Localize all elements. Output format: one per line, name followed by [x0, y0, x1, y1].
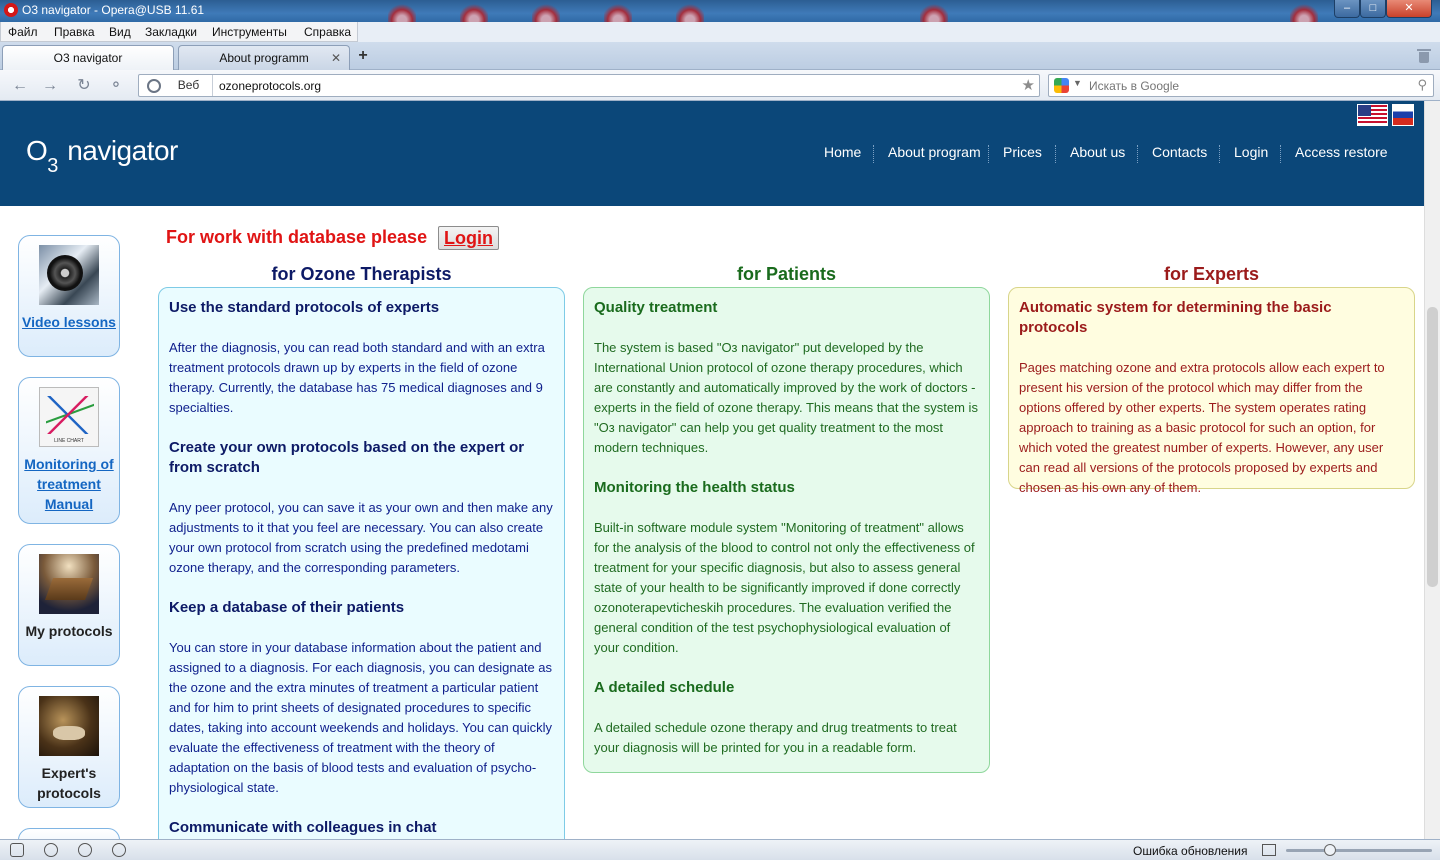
minimize-button[interactable]: – [1334, 0, 1360, 18]
status-text: Ошибка обновления [1133, 844, 1248, 858]
window-title: O3 navigator - Opera@USB 11.61 [22, 3, 205, 17]
chevron-down-icon[interactable]: ▼ [1073, 78, 1082, 88]
anatomy-lesson-icon[interactable] [39, 696, 99, 756]
search-field[interactable] [1048, 74, 1434, 97]
search-icon[interactable]: ⚲ [1417, 77, 1427, 92]
section-title: Monitoring the health status [594, 479, 795, 496]
back-button[interactable]: ← [12, 77, 28, 94]
heading-experts: for Experts [1163, 264, 1260, 284]
section-title: Automatic system for determining the basic protocols [1019, 299, 1332, 336]
nav-access-restore[interactable]: Access restore [1295, 144, 1388, 160]
menu-help[interactable]: Справка [304, 25, 352, 39]
menu-edit[interactable]: Правка [54, 25, 95, 39]
panel-experts [1008, 287, 1415, 495]
forward-button[interactable]: → [42, 77, 58, 94]
section-title: A detailed schedule [594, 679, 735, 696]
menu-file[interactable]: Файл [8, 25, 38, 39]
zoom-slider[interactable] [1286, 849, 1432, 852]
section-title: Create your own protocols based on the expert or from scratch [169, 439, 525, 476]
nav-divider [1137, 145, 1138, 163]
key-icon[interactable]: ⚬ [109, 77, 123, 94]
sidebar-link-video-lessons[interactable]: Video lessons [22, 314, 116, 330]
sidebar-card-video-lessons[interactable] [18, 235, 120, 357]
sidebar-label-my-protocols[interactable]: My protocols [25, 623, 113, 639]
login-prompt-text: For work with database please [166, 227, 428, 247]
address-toolbar [0, 70, 1440, 101]
menu-bookmarks[interactable]: Закладки [145, 25, 197, 39]
menu-tools[interactable]: Инструменты [212, 25, 287, 39]
window-titlebar [0, 0, 1440, 22]
nav-divider [1055, 145, 1056, 163]
close-window-button[interactable]: ✕ [1386, 0, 1432, 18]
url-input[interactable] [219, 78, 999, 94]
logo-subscript: 3 [47, 155, 58, 177]
reload-button[interactable]: ↻ [77, 77, 91, 94]
sidebar-link-monitoring-manual[interactable]: Monitoring of treatment Manual [24, 456, 114, 512]
zoom-slider-knob[interactable] [1324, 844, 1336, 856]
zoom-icon[interactable] [1262, 844, 1276, 856]
site-header [0, 101, 1424, 206]
opera-unite-cloud-icon[interactable] [44, 843, 58, 857]
trash-icon[interactable] [1416, 48, 1432, 64]
logo-letter: O [26, 135, 48, 166]
nav-login[interactable]: Login [1234, 144, 1269, 160]
nav-about-us[interactable]: About us [1070, 144, 1126, 160]
google-icon[interactable] [1054, 78, 1069, 93]
section-title: Use the standard protocols of experts [169, 299, 440, 316]
section-text: You can store in your database information about the patient and assigned to a diagnosis. For each diagnosis, you can designate as the ozone and the extra minutes of treatment a particular patient and for him to print sheets of designated procedures to specific dates, taking into account weekends and holidays. You can quickly evaluate the effectiveness of treatment with the theory of adaptation on the basis of blood tests and evaluation of psycho-physiological state. [169, 640, 553, 795]
heading-patients: for Patients [736, 264, 837, 284]
scrollbar-thumb[interactable] [1427, 307, 1438, 587]
sidebar-card-experts-protocols[interactable] [18, 686, 120, 808]
nav-contacts[interactable]: Contacts [1152, 144, 1208, 160]
sidebar-card-my-protocols[interactable] [18, 544, 120, 666]
vertical-scrollbar[interactable] [1424, 101, 1440, 839]
nav-prices[interactable]: Prices [1003, 144, 1042, 160]
login-button[interactable]: Login [438, 226, 499, 250]
page-viewport [0, 101, 1424, 839]
section-title: Quality treatment [594, 299, 718, 316]
turbo-icon[interactable] [112, 843, 126, 857]
section-text: After the diagnosis, you can read both standard and with an extra treatment protocols drawn up by experts in the field of ozone therapy. Currently, the database has 75 medical diagnoses and 9 specialties. [169, 340, 545, 415]
section-text: Any peer protocol, you can save it as your own and then make any adjustments to it that you feel are necessary. You can also create your own protocol from scratch using the predefined medotami ozone therapy, and the corresponding parameters. [169, 500, 553, 575]
section-text: Built-in software module system "Monitoring of treatment" allows for the analysis of the blood to control not only the effectiveness of treatment for your specific diagnosis, but also to assess general state of your health to be significantly improved if done correctly ozonoterapevticheskih procedures. The evaluation verified the general condition of the test psychophysiological evaluation of your condition. [594, 520, 975, 655]
tab-label: O3 navigator [53, 51, 123, 65]
maximize-button[interactable]: □ [1360, 0, 1386, 18]
sidebar-card-monitoring[interactable] [18, 377, 120, 524]
menu-view[interactable]: Вид [109, 25, 131, 39]
tab-about-programm[interactable] [178, 45, 350, 70]
opera-logo-icon [4, 3, 18, 17]
sidebar-label-experts-protocols[interactable]: Expert's protocols [37, 765, 101, 801]
tab-bar [0, 42, 1440, 70]
tab-label: About programm [219, 51, 309, 65]
tab-o3-navigator[interactable] [2, 45, 174, 70]
nav-divider [988, 145, 989, 163]
address-field[interactable] [138, 74, 1040, 97]
menu-bar [0, 22, 1440, 42]
site-logo[interactable] [26, 135, 178, 177]
panel-patients [583, 287, 990, 773]
menu-group [0, 22, 358, 42]
desktop-icons-background [360, 2, 1360, 22]
heading-ozone-therapists: for Ozone Therapists [271, 264, 452, 284]
bookmark-star-icon[interactable]: ★ [1021, 77, 1035, 94]
section-text: A detailed schedule ozone therapy and drug treatments to treat your diagnosis will be printed for you in a readable form. [594, 720, 957, 755]
nav-home[interactable]: Home [824, 144, 862, 160]
search-input[interactable] [1089, 78, 1409, 94]
film-reel-icon[interactable] [39, 245, 99, 305]
tab-close-icon[interactable]: ✕ [330, 51, 341, 65]
panel-toggle-icon[interactable] [10, 843, 24, 857]
web-badge[interactable]: Веб [165, 75, 213, 96]
logo-text: navigator [67, 135, 178, 166]
us-flag-icon[interactable] [1357, 104, 1388, 126]
nav-about-program[interactable]: About program [888, 144, 981, 160]
status-bar [0, 839, 1440, 860]
section-title: Communicate with colleagues in chat [169, 819, 437, 836]
nav-divider [873, 145, 874, 163]
section-text: Pages matching ozone and extra protocols allow each expert to present his version of the protocol which may differ from the options offered by other experts. The system operates rating approach to training as a basic protocol for such an option, for which voted the greatest number of experts. However, any user can read all versions of the protocols proposed by experts and chosen as his own any of them. [1019, 360, 1385, 495]
opera-link-icon[interactable] [78, 843, 92, 857]
globe-icon [147, 79, 161, 93]
section-text: The system is based "Оз navigator" put developed by the International Union protocol of ozone therapy procedures, which are constantly and automatically improved by the work of doctors - experts in the field of ozone therapy. This means that the system is "Оз navigator" can help you get quality treatment to the most modern techniques. [594, 340, 978, 455]
line-chart-icon[interactable] [39, 387, 99, 447]
russian-flag-icon[interactable] [1392, 104, 1414, 126]
nav-divider [1219, 145, 1220, 163]
book-icon[interactable] [39, 554, 99, 614]
new-tab-button[interactable]: + [358, 47, 368, 64]
panel-ozone-therapists [158, 287, 565, 839]
section-title: Keep a database of their patients [169, 599, 405, 616]
nav-divider [1280, 145, 1281, 163]
sidebar-card-partial[interactable] [18, 828, 120, 839]
